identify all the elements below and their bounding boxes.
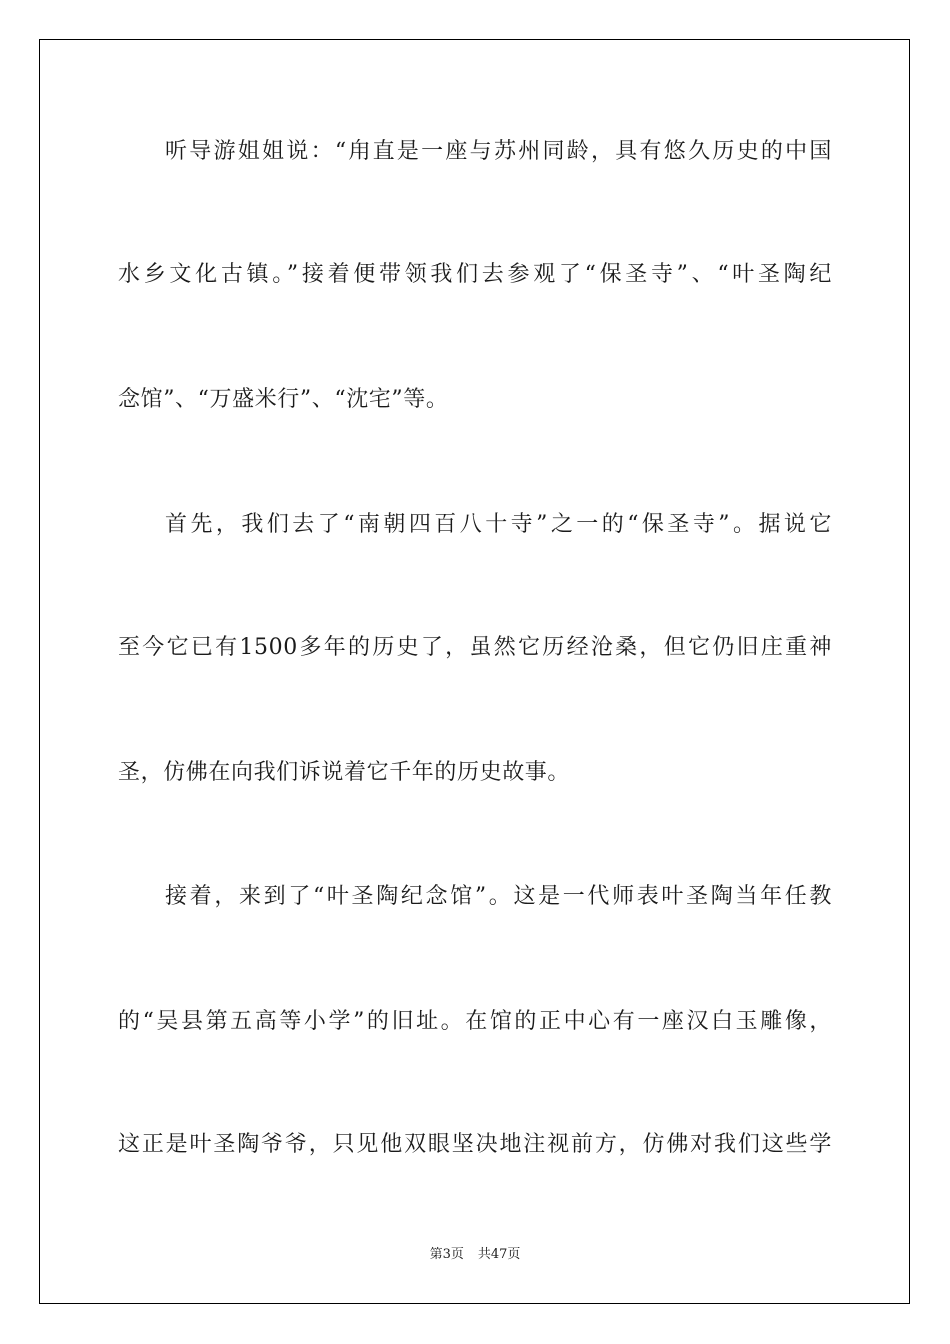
text-line: 的“吴县第五高等小学”的旧址。在馆的正中心有一座汉白玉雕像， (118, 1009, 832, 1034)
page-border (39, 39, 910, 1304)
text-line: 圣，仿佛在向我们诉说着它千年的历史故事。 (118, 760, 571, 785)
text-line: 接着，来到了“叶圣陶纪念馆”。这是一代师表叶圣陶当年任教 (165, 884, 832, 909)
text-line: 听导游姐姐说：“甪直是一座与苏州同龄，具有悠久历史的中国 (165, 139, 832, 164)
text-line: 至今它已有1500多年的历史了，虽然它历经沧桑，但它仍旧庄重神 (118, 635, 832, 660)
page-total: 共47页 (477, 1247, 521, 1262)
text-line: 首先，我们去了“南朝四百八十寺”之一的“保圣寺”。据说它 (165, 512, 832, 537)
text-line: 水乡文化古镇。”接着便带领我们去参观了“保圣寺”、“叶圣陶纪 (118, 262, 832, 287)
page-number: 第3页 (429, 1247, 464, 1262)
page-footer (0, 1246, 950, 1264)
text-line: 这正是叶圣陶爷爷，只见他双眼坚决地注视前方，仿佛对我们这些学 (118, 1132, 832, 1157)
text-line: 念馆”、“万盛米行”、“沈宅”等。 (118, 387, 449, 412)
